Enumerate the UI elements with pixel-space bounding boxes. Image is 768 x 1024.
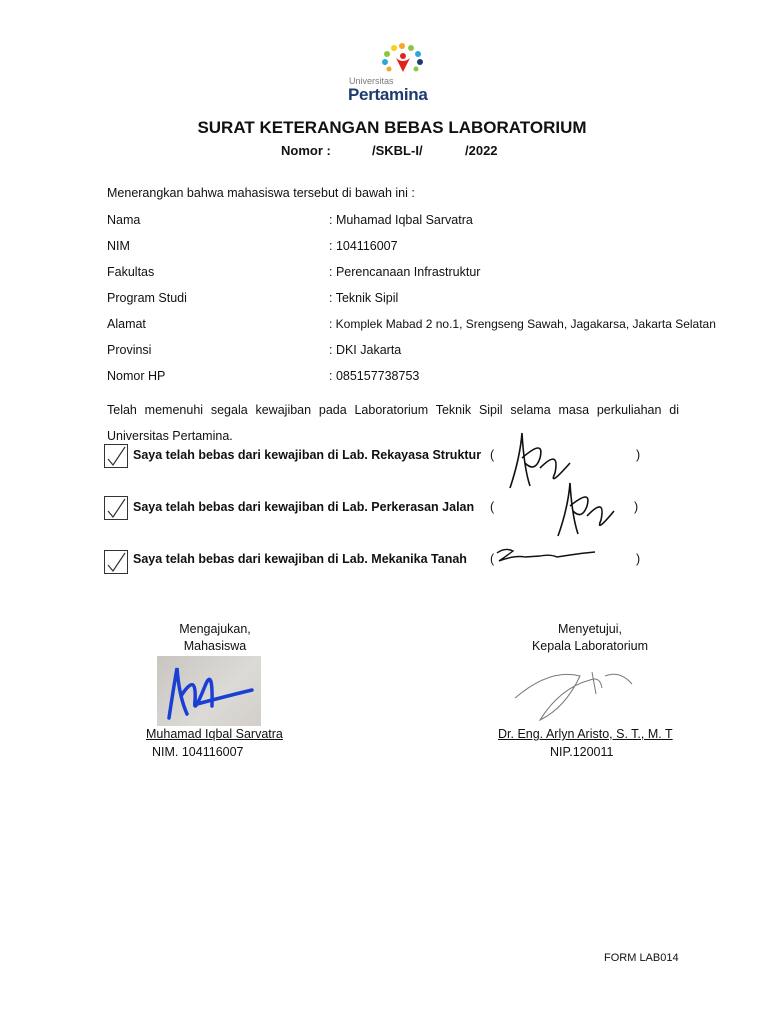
right-sign-line2: Kepala Laboratorium xyxy=(531,639,649,653)
field-label-alamat: Alamat xyxy=(107,317,146,331)
paren-close: ) xyxy=(636,448,641,462)
field-label-nim: NIM xyxy=(107,239,130,253)
nomor-label: Nomor : xyxy=(281,143,331,158)
paren-open: ( xyxy=(490,552,495,566)
paren-close: ) xyxy=(634,500,639,514)
check-item-perkerasan-jalan: Saya telah bebas dari kewajiban di Lab. Perkerasan Jalan xyxy=(133,500,475,514)
student-name: Muhamad Iqbal Sarvatra xyxy=(146,727,283,741)
checkbox-rekayasa-struktur[interactable] xyxy=(104,444,128,468)
field-value-fakultas: : Perencanaan Infrastruktur xyxy=(329,265,481,279)
field-label-fakultas: Fakultas xyxy=(107,265,155,279)
check-item-mekanika-tanah: Saya telah bebas dari kewajiban di Lab. Mekanika Tanah xyxy=(133,552,467,566)
logo-flower-icon xyxy=(340,38,440,78)
check-item-rekayasa-struktur: Saya telah bebas dari kewajiban di Lab. Rekayasa Struktur xyxy=(133,448,482,462)
check-mark-icon xyxy=(105,551,127,573)
head-signature-icon xyxy=(510,658,640,728)
field-value-provinsi: : DKI Jakarta xyxy=(329,343,402,357)
field-value-nama: : Muhamad Iqbal Sarvatra xyxy=(329,213,473,227)
checkbox-mekanika-tanah[interactable] xyxy=(104,550,128,574)
field-label-provinsi: Provinsi xyxy=(107,343,152,357)
head-nip: NIP.120011 xyxy=(550,745,614,759)
check-mark-icon xyxy=(105,445,127,467)
field-label-nama: Nama xyxy=(107,213,141,227)
right-sign-line1: Menyetujui, xyxy=(558,622,622,636)
intro-text: Menerangkan bahwa mahasiswa tersebut di bawah ini : xyxy=(107,186,415,200)
field-value-prodi: : Teknik Sipil xyxy=(329,291,399,305)
field-value-alamat: : Komplek Mabad 2 no.1, Srengseng Sawah, Jagakarsa, Jakarta Selatan xyxy=(329,317,716,331)
left-sign-line2: Mahasiswa xyxy=(183,639,247,653)
student-signature-icon xyxy=(157,656,261,726)
checkbox-perkerasan-jalan[interactable] xyxy=(104,496,128,520)
student-nim: NIM. 104116007 xyxy=(152,745,244,759)
check-mark-icon xyxy=(105,497,127,519)
signature-perkerasan-icon xyxy=(550,478,620,543)
field-value-hp: : 085157738753 xyxy=(329,369,420,383)
student-signature-photo xyxy=(157,656,261,726)
head-name: Dr. Eng. Arlyn Aristo, S. T., M. T xyxy=(498,727,673,741)
nomor-year: /2022 xyxy=(465,143,498,158)
paren-open: ( xyxy=(490,448,495,462)
form-code: FORM LAB014 xyxy=(604,952,679,964)
left-sign-line1: Mengajukan, xyxy=(179,622,251,636)
signature-mekanika-icon xyxy=(495,545,600,567)
field-label-prodi: Program Studi xyxy=(107,291,187,305)
statement-text: Telah memenuhi segala kewajiban pada Laboratorium Teknik Sipil selama masa perkuliahan di Universitas Pertamina. xyxy=(107,403,679,443)
document-title: SURAT KETERANGAN BEBAS LABORATORIUM xyxy=(197,118,587,137)
university-logo xyxy=(340,38,440,106)
paren-close: ) xyxy=(636,552,641,566)
nomor-code: /SKBL-I/ xyxy=(372,143,423,158)
paren-open: ( xyxy=(490,500,495,514)
field-label-hp: Nomor HP xyxy=(107,369,166,383)
field-value-nim: : 104116007 xyxy=(329,239,398,253)
logo-university-text: Universitas xyxy=(349,76,394,86)
logo-pertamina-text: Pertamina xyxy=(348,85,428,104)
